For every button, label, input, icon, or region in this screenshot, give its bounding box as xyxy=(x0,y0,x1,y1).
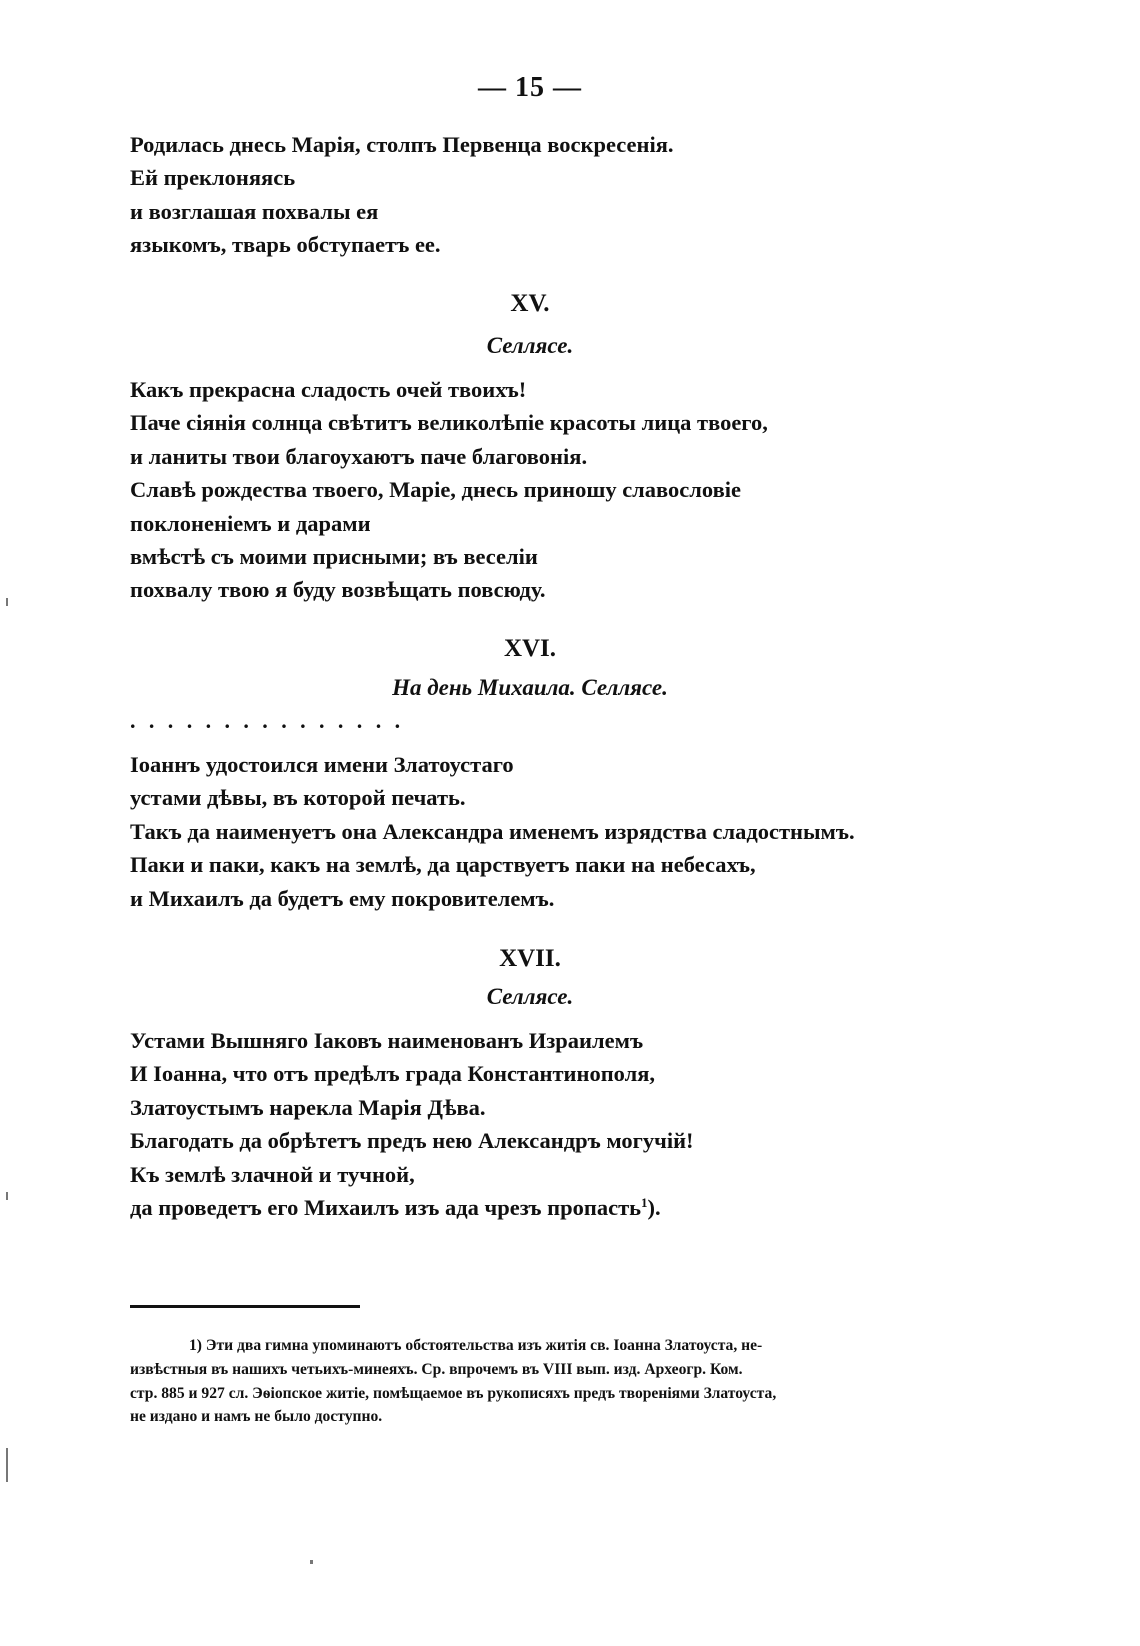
verse-text-end: ). xyxy=(647,1195,661,1221)
verse-line: Паче сіянія солнца свѣтитъ великолѣпіе красоты лица твоего, xyxy=(130,410,768,436)
verse-line: языкомъ, тварь обступаетъ ее. xyxy=(130,232,441,258)
section-subtitle-xvii: Селлясе. xyxy=(486,984,574,1009)
verse-line: поклоненіемъ и дарами xyxy=(130,510,371,536)
verse-line: Родилась днесь Марія, столпъ Первенца воскресенія. xyxy=(130,132,674,157)
scan-speck xyxy=(6,1448,8,1482)
verse-line: и ланиты твои благоухаютъ паче благовонія. xyxy=(130,443,588,469)
verse-line: Къ землѣ злачной и тучной, xyxy=(130,1161,415,1187)
section-number-xvi: XVI. xyxy=(503,635,557,662)
verse-line: и возглашая похвалы ея xyxy=(130,198,379,224)
scan-speck xyxy=(310,1560,313,1564)
stanza-xv xyxy=(130,373,768,607)
footnote-line: 1) Эти два гимна упоминаютъ обстоятельства изъ житія св. Іоанна Златоуста, не- xyxy=(189,1337,763,1354)
verse-line: Благодать да обрѣтетъ предъ нею Александръ могучій! xyxy=(130,1128,694,1154)
section-subtitle-xv: Селлясе. xyxy=(486,333,574,358)
scan-speck xyxy=(6,598,8,606)
verse-line: похвалу твою я буду возвѣщать повсюду. xyxy=(130,577,546,603)
verse-text: да проведетъ его Михаилъ изъ ада чрезъ пропасть xyxy=(130,1195,642,1221)
verse-line: И Іоанна, что отъ предѣлъ града Константинополя, xyxy=(130,1061,656,1087)
section-number-xvii: XVII. xyxy=(499,945,561,972)
verse-line: Славѣ рождества твоего, Маріе, днесь приношу славословіе xyxy=(130,477,741,503)
scan-speck xyxy=(6,1192,8,1200)
footnote-line: стр. 885 и 927 сл. Эѳіопское житіе, помѣщаемое въ рукописяхъ предъ твореніями Златоуста, xyxy=(130,1384,777,1402)
stanza-top xyxy=(130,128,674,262)
footnote xyxy=(130,1334,930,1429)
stanza-xvi xyxy=(130,748,855,915)
stanza-xvii xyxy=(130,1024,694,1224)
footnote-line: не издано и намъ не было доступно. xyxy=(130,1408,383,1426)
ellipsis-dots: ............... xyxy=(130,708,414,733)
verse-line: Ей преклоняясь xyxy=(130,165,296,191)
verse-line: Паки и паки, какъ на землѣ, да царствуетъ паки на небесахъ, xyxy=(130,852,756,878)
verse-line: вмѣстѣ съ моими присными; въ веселіи xyxy=(130,544,538,570)
verse-line: Такъ да наименуетъ она Александра именемъ изрядства сладостнымъ. xyxy=(130,818,855,844)
verse-line: устами дѣвы, въ которой печать. xyxy=(130,785,466,811)
verse-line: Какъ прекрасна сладость очей твоихъ! xyxy=(130,377,527,402)
verse-line-with-footnote xyxy=(130,1191,694,1224)
footnote-line: извѣстныя въ нашихъ четьихъ-минеяхъ. Ср. впрочемъ въ VIII вып. изд. Археогр. Ком. xyxy=(130,1360,743,1378)
page-number: — 15 — xyxy=(478,72,582,103)
verse-line: Устами Вышняго Іаковъ наименованъ Израилемъ xyxy=(130,1028,644,1053)
footnote-marker: 1 xyxy=(641,1195,648,1211)
footnote-rule xyxy=(130,1305,360,1308)
verse-line: и Михаилъ да будетъ ему покровителемъ. xyxy=(130,885,555,911)
verse-line: Златоустымъ нарекла Марія Дѣва. xyxy=(130,1094,486,1120)
section-number-xv: XV. xyxy=(510,290,550,317)
section-subtitle-xvi: На день Михаила. Селлясе. xyxy=(392,675,668,700)
verse-line: Іоаннъ удостоился имени Златоустаго xyxy=(130,752,514,777)
